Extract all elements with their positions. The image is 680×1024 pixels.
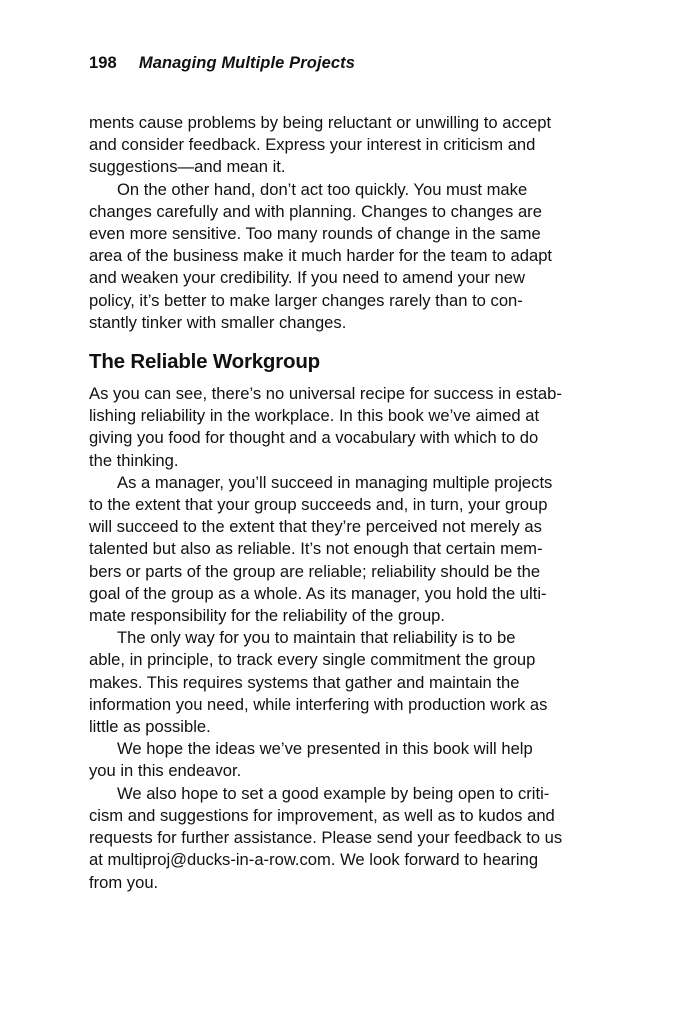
- paragraph: [89, 112, 595, 179]
- paragraph: [89, 783, 595, 894]
- text-line: mate responsibility for the reliability of the group.: [89, 606, 446, 626]
- running-head-title: Managing Multiple Projects: [138, 54, 356, 72]
- running-head: [89, 54, 355, 73]
- text-line: to the extent that your group succeeds and, in turn, your group: [89, 495, 548, 515]
- text-line: and consider feedback. Express your interest in criticism and: [89, 135, 536, 155]
- text-line: from you.: [89, 872, 159, 892]
- paragraph: [89, 627, 595, 738]
- text-line: stantly tinker with smaller changes.: [89, 312, 347, 332]
- text-line: ments cause problems by being reluctant or unwilling to accept: [89, 113, 552, 132]
- text-line: As a manager, you’ll succeed in managing multiple projects: [117, 472, 553, 492]
- text-line: changes carefully and with planning. Changes to changes are: [89, 201, 542, 221]
- text-line: area of the business make it much harder for the team to adapt: [89, 246, 553, 266]
- paragraph: [89, 472, 595, 627]
- text-line: cism and suggestions for improvement, as well as to kudos and: [89, 805, 555, 825]
- text-line: little as possible.: [89, 717, 211, 737]
- text-line: you in this endeavor.: [89, 761, 242, 781]
- text-line: lishing reliability in the workplace. In this book we’ve aimed at: [89, 406, 540, 426]
- text-line: As you can see, there’s no universal recipe for success in estab-: [89, 384, 562, 404]
- text-line: bers or parts of the group are reliable; reliability should be the: [89, 561, 541, 581]
- section-heading: The Reliable Workgroup: [89, 350, 320, 374]
- text-line: The only way for you to maintain that reliability is to be: [117, 628, 516, 648]
- page-number: 198: [89, 54, 117, 72]
- text-line: and weaken your credibility. If you need to amend your new: [89, 268, 525, 288]
- text-line: giving you food for thought and a vocabulary with which to do: [89, 428, 539, 448]
- text-line: On the other hand, don’t act too quickly. You must make: [117, 179, 528, 199]
- text-line: We also hope to set a good example by being open to criti-: [117, 783, 550, 803]
- text-line: makes. This requires systems that gather and maintain the: [89, 672, 520, 692]
- text-line: We hope the ideas we’ve presented in this book will help: [117, 739, 533, 759]
- text-line: even more sensitive. Too many rounds of change in the same: [89, 224, 541, 244]
- paragraph: [89, 738, 595, 782]
- text-line: the thinking.: [89, 450, 179, 470]
- text-line: policy, it’s better to make larger changes rarely than to con-: [89, 290, 523, 310]
- text-line: at multiproj@ducks-in-a-row.com. We look forward to hearing: [89, 850, 539, 870]
- text-line: information you need, while interfering with production work as: [89, 694, 548, 714]
- text-line: suggestions—and mean it.: [89, 157, 286, 177]
- text-line: talented but also as reliable. It’s not enough that certain mem-: [89, 539, 543, 559]
- text-line: requests for further assistance. Please send your feedback to us: [89, 828, 563, 848]
- body-text: [89, 112, 595, 894]
- paragraph: [89, 179, 595, 334]
- text-line: will succeed to the extent that they’re perceived not merely as: [89, 517, 542, 537]
- text-line: goal of the group as a whole. As its manager, you hold the ulti-: [89, 583, 547, 603]
- text-line: able, in principle, to track every single commitment the group: [89, 650, 536, 670]
- paragraph: [89, 383, 595, 472]
